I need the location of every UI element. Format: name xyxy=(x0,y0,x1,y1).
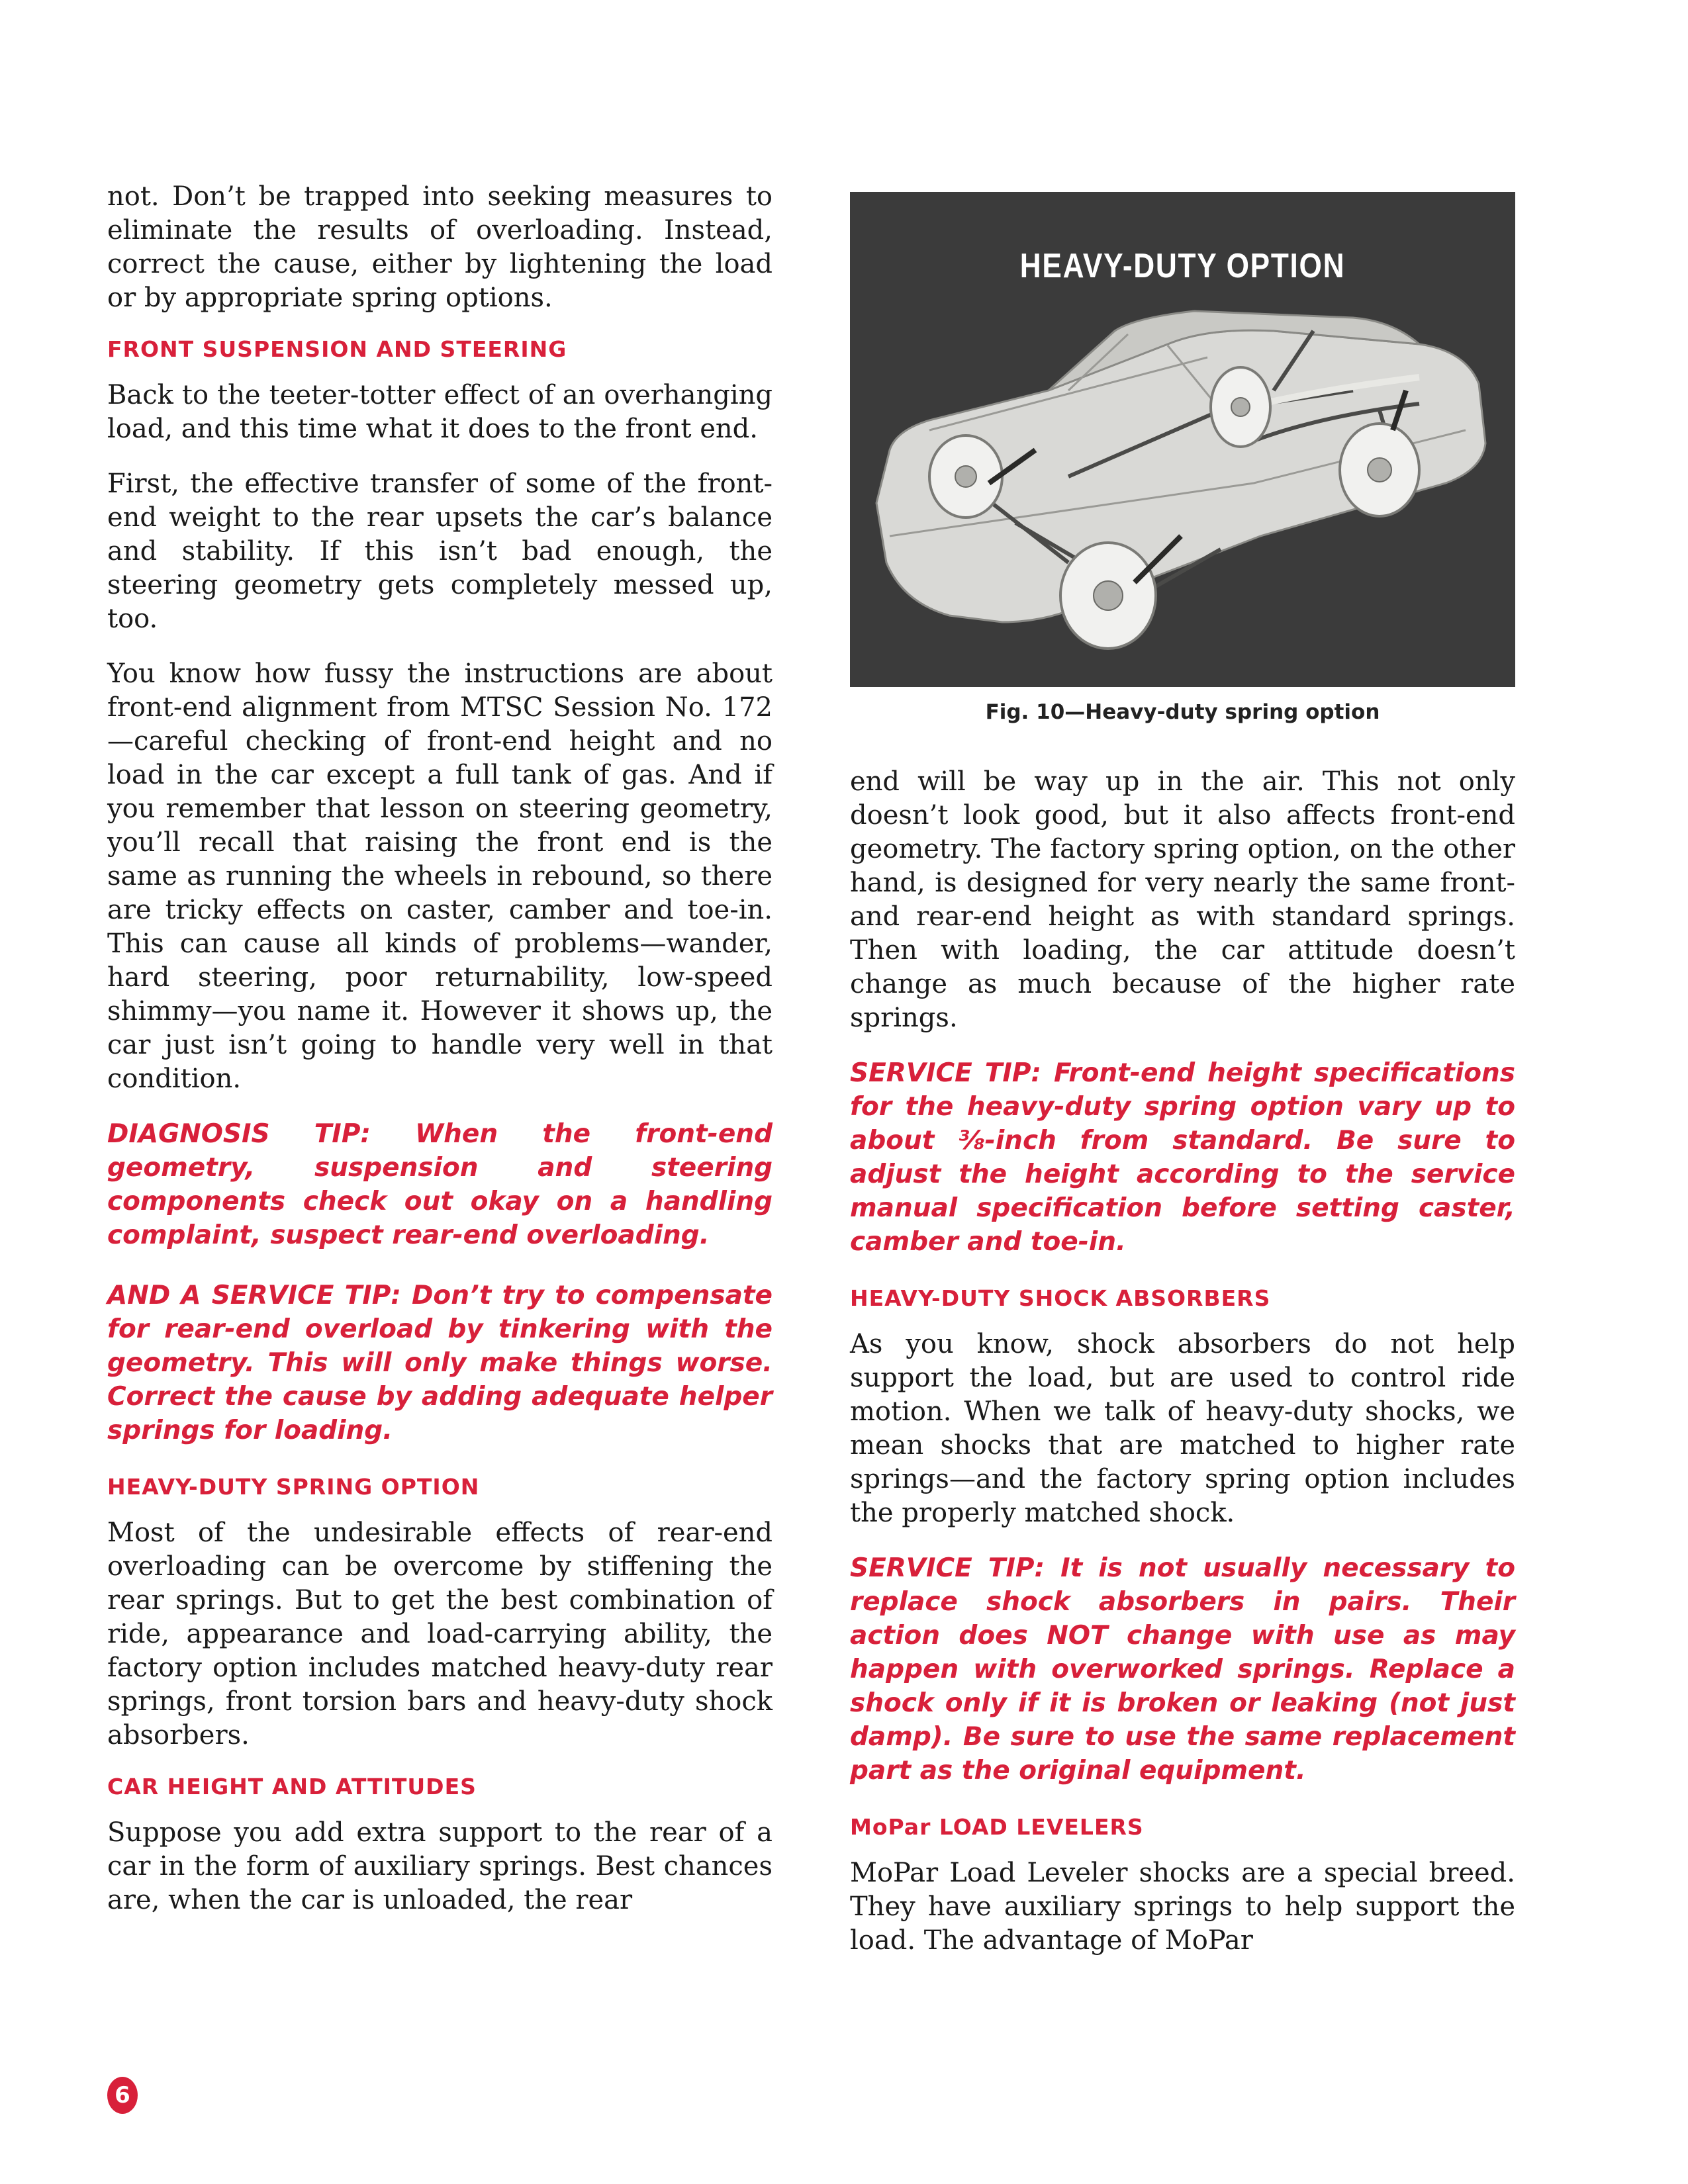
heading-mopar-load-levelers: MoPar LOAD LEVELERS xyxy=(850,1814,1144,1840)
heading-shock-absorbers: HEAVY-DUTY SHOCK ABSORBERS xyxy=(850,1285,1271,1311)
end-paragraph: end will be way up in the air. This not only doesn’t look good, but it also affects front-end geometry. The factory spring option, on the other hand, is designed for very nearly the same front- and rear-end height as with standard springs. Then with loading, the car attitude doesn’t change as much because of the higher rate springs. xyxy=(850,766,1515,1033)
service-tip-front-end-height: SERVICE TIP: Front-end height specifications for the heavy-duty spring option vary up to about ⅜-inch from standard. Be sure to adjust the height according to the service manual specification before setting caster, camber and toe-in. xyxy=(850,1058,1515,1257)
heavy-spring-paragraph: Most of the undesirable effects of rear-end overloading can be overcome by stiffening the rear springs. But to get the best combination of ride, appearance and load-carrying ability, the factory option includes matched heavy-duty rear springs, front torsion bars and heavy-duty shock absorbers. xyxy=(107,1518,773,1751)
right-column xyxy=(850,180,1515,1979)
page-number-badge: 6 xyxy=(107,2077,138,2114)
service-tip-rear-overload: AND A SERVICE TIP: Don’t try to compensate for rear-end overload by tinkering with the geometry. This will only make things worse. Correct the cause by adding adequate helper springs for loading. xyxy=(107,1281,773,1445)
left-column xyxy=(107,180,773,1938)
front-paragraph-2: First, the effective transfer of some of the front-end weight to the rear upsets the car’s balance and stability. If this isn’t bad enough, the steering geometry gets completely messed up, too. xyxy=(107,469,773,634)
front-paragraph-3: You know how fussy the instructions are about front-end alignment from MTSC Session No. 172—careful checking of front-end height and no load in the car except a full tank of gas. And if you remember that lesson on steering geometry, you’ll recall that raising the front end is the same as running the wheels in rebound, so there are tricky effects on caster, camber and toe-in. This can cause all kinds of problems—wander, hard steering, poor returnability, low-speed shimmy—you name it. However it shows up, the car just isn’t going to handle very well in that condition. xyxy=(107,659,773,1094)
service-tip-shock-pairs: SERVICE TIP: It is not usually necessary to replace shock absorbers in pairs. Their action does NOT change with use as may happen with overworked springs. Replace a shock only if it is broken or leaking (not just damp). Be sure to use the same replacement part as the original equipment. xyxy=(850,1553,1515,1786)
diagnosis-tip: DIAGNOSIS TIP: When the front-end geometry, suspension and steering components check out okay on a handling complaint, suspect rear-end overloading. xyxy=(107,1119,773,1250)
heading-front-suspension: FRONT SUSPENSION AND STEERING xyxy=(107,336,567,362)
front-paragraph-1: Back to the teeter-totter effect of an overhanging load, and this time what it does to the front end. xyxy=(107,380,773,444)
shock-paragraph: As you know, shock absorbers do not help support the load, but are used to control ride motion. When we talk of heavy-duty shocks, we mean shocks that are matched to higher rate springs—and the factory spring option includes the properly matched shock. xyxy=(850,1329,1515,1528)
mopar-paragraph: MoPar Load Leveler shocks are a special breed. They have auxiliary springs to help support the load. The advantage of MoPar xyxy=(850,1858,1515,1956)
intro-paragraph: not. Don’t be trapped into seeking measures to eliminate the results of overloading. Instead, correct the cause, either by lightening the load or by appropriate spring options. xyxy=(107,181,773,313)
heading-car-height: CAR HEIGHT AND ATTITUDES xyxy=(107,1774,477,1799)
figure-caption: Fig. 10—Heavy-duty spring option xyxy=(985,700,1380,724)
heading-heavy-duty-spring: HEAVY-DUTY SPRING OPTION xyxy=(107,1474,480,1500)
car-height-paragraph: Suppose you add extra support to the rear of a car in the form of auxiliary springs. Best chances are, when the car is unloaded, the rear xyxy=(107,1817,773,1915)
figure-heavy-duty-option xyxy=(850,192,1515,687)
figure-title: HEAVY-DUTY OPTION xyxy=(1019,247,1346,285)
